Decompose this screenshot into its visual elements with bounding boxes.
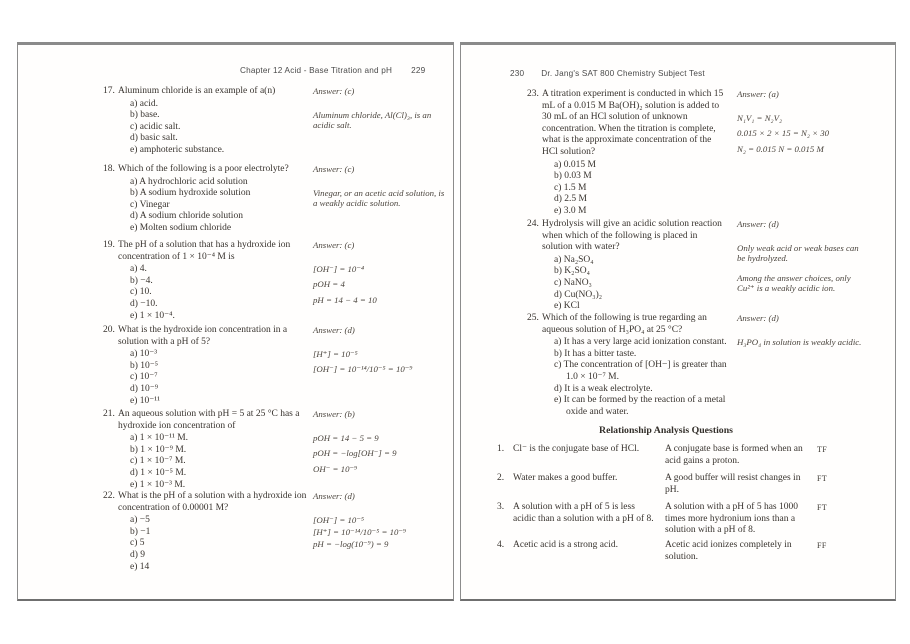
- question-number: 25.: [527, 313, 539, 323]
- question-body: [527, 219, 727, 313]
- question-text: A titration experiment is conducted in which 15 mL of a 0.015 M Ba(OH)₂ solution is added to 30 mL of an HCl solution of unknown concentration. When the titration is complete, what is the approximate concentration of the HCl solution?: [542, 89, 724, 157]
- question-22: [103, 491, 446, 573]
- question-17: [103, 86, 446, 157]
- option-c: c) 10.: [130, 287, 152, 298]
- option-d: d) 10⁻⁹: [130, 383, 159, 394]
- option-b: b) 0.03 M: [554, 171, 592, 182]
- option-a: a) 10⁻³: [130, 349, 158, 360]
- question-25: [527, 313, 865, 418]
- question-19: [103, 240, 446, 322]
- option-e: e) 1 × 10⁻⁴.: [130, 310, 175, 321]
- option-a: a) 1 × 10⁻¹¹ M.: [130, 433, 189, 444]
- option-c: c) 1.5 M: [554, 182, 587, 193]
- page-number: 229: [411, 66, 426, 75]
- question-body: [103, 164, 310, 235]
- option-d: d) −10.: [130, 298, 158, 309]
- question-18: [103, 164, 446, 235]
- relationship-row-4: [497, 540, 839, 563]
- explanation-line: pH = −log(10⁻⁹) = 9: [313, 538, 389, 549]
- tf-answer: FT: [817, 474, 828, 483]
- explanation-line: [OH⁻] = 10⁻⁴: [313, 263, 365, 274]
- explanation-line: OH⁻ = 10⁻⁹: [313, 463, 358, 474]
- option-c: c) 5: [130, 538, 145, 549]
- options-list: [554, 160, 727, 218]
- running-head-left: [240, 66, 425, 75]
- option-a: a) 0.015 M: [554, 159, 596, 170]
- option-e: e) 10⁻¹¹: [130, 395, 160, 406]
- option-e: e) 14: [130, 561, 150, 572]
- page-left: [17, 42, 454, 601]
- question-20: [103, 325, 446, 407]
- answer-column: [313, 86, 446, 140]
- option-b: b) A sodium hydroxide solution: [130, 188, 251, 199]
- option-d: d) A sodium chloride solution: [130, 211, 243, 222]
- question-body: [527, 89, 727, 218]
- answer-column: [313, 409, 446, 479]
- explanation-line: [H⁺] = 10⁻⁵: [313, 348, 358, 359]
- option-a: a) acid.: [130, 98, 158, 109]
- question-number: 17.: [103, 86, 115, 96]
- answer-label: Answer: (d): [737, 219, 779, 229]
- question-number: 24.: [527, 219, 539, 229]
- question-number: 22.: [103, 491, 115, 501]
- question-text: What is the hydroxide ion concentration in a solution with a pH of 5?: [118, 325, 288, 347]
- option-d: d) 1 × 10⁻⁵ M.: [130, 467, 187, 478]
- option-d: d) 2.5 M: [554, 194, 587, 205]
- statement-2: A good buffer will resist changes in pH.: [665, 473, 801, 495]
- answer-label: Answer: (d): [737, 313, 779, 323]
- answer-label: Answer: (b): [313, 409, 355, 419]
- option-b: b) −4.: [130, 275, 153, 286]
- page-right: [460, 42, 896, 601]
- explanation-line: H₃PO₄ in solution is weakly acidic.: [737, 336, 862, 347]
- page-number: 230: [510, 69, 525, 78]
- question-body: [527, 313, 727, 418]
- tf-answer: FT: [817, 503, 828, 512]
- question-body: [103, 325, 310, 407]
- explanation-line: N₁V₁ = N₂V₂: [737, 112, 783, 123]
- explanation-line: [OH⁻] = 10⁻⁵: [313, 514, 365, 525]
- option-a: a) A hydrochloric acid solution: [130, 176, 248, 187]
- options-list: [130, 99, 310, 157]
- question-number: 18.: [103, 164, 115, 174]
- option-d: d) Cu(NO₃)₂: [554, 289, 603, 300]
- question-body: [103, 409, 310, 491]
- options-list: [130, 433, 310, 491]
- statement-1: A solution with a pH of 5 is less acidic than a solution with a pH of 8.: [513, 502, 654, 524]
- answer-column: [313, 164, 446, 218]
- row-number: 3.: [497, 502, 505, 512]
- answer-column: [313, 240, 446, 310]
- option-b: b) 10⁻⁵: [130, 360, 159, 371]
- question-body: [103, 491, 310, 573]
- option-b: b) 1 × 10⁻⁹ M.: [130, 444, 187, 455]
- answer-label: Answer: (a): [737, 89, 779, 99]
- running-head-right: [510, 69, 705, 78]
- options-list: [554, 337, 727, 418]
- option-c: c) acidic salt.: [130, 121, 181, 132]
- option-b: b) base.: [130, 110, 160, 121]
- question-text: The pH of a solution that has a hydroxide ion concentration of 1 × 10⁻⁴ M is: [118, 240, 291, 262]
- row-number: 4.: [497, 540, 505, 550]
- options-list: [130, 177, 310, 235]
- statement-2: Acetic acid ionizes completely in solution.: [665, 540, 792, 562]
- question-text: Which of the following is true regarding an aqueous solution of H₃PO₄ at 25 °C?: [542, 313, 707, 335]
- book-title: Dr. Jang's SAT 800 Chemistry Subject Test: [541, 69, 705, 78]
- relationship-row-2: [497, 473, 839, 496]
- answer-column: [313, 325, 446, 380]
- chapter-title: Chapter 12 Acid - Base Titration and pH: [240, 66, 393, 75]
- relationship-row-1: [497, 444, 839, 467]
- explanation-line: Among the answer choices, only Cu²⁺ is a weakly acidic ion.: [737, 272, 851, 294]
- options-list: [130, 349, 310, 407]
- statement-1: Cl⁻ is the conjugate base of HCl.: [513, 444, 640, 454]
- option-b: b) K₂SO₄: [554, 266, 590, 277]
- options-list: [554, 255, 727, 313]
- option-e: e) 3.0 M: [554, 205, 587, 216]
- question-text: Which of the following is a poor electrolyte?: [118, 164, 289, 174]
- question-text: What is the pH of a solution with a hydroxide ion concentration of 0.00001 M?: [118, 491, 307, 513]
- row-number: 2.: [497, 473, 505, 483]
- option-d: d) basic salt.: [130, 133, 178, 144]
- question-text: Aluminum chloride is an example of a(n): [118, 86, 276, 96]
- question-number: 21.: [103, 409, 115, 419]
- answer-column: [313, 491, 446, 551]
- answer-column: [737, 89, 865, 159]
- option-a: a) Na₂SO₄: [554, 254, 594, 265]
- question-24: [527, 219, 865, 313]
- relationship-row-3: [497, 502, 839, 537]
- explanation-line: Vinegar, or an acetic acid solution, is a weakly acidic solution.: [313, 187, 445, 209]
- question-body: [103, 240, 310, 322]
- option-e: e) 1 × 10⁻³ M.: [130, 479, 186, 490]
- explanation-line: 0.015 × 2 × 15 = N₂ × 30: [737, 128, 830, 139]
- option-e: e) KCl: [554, 301, 580, 312]
- explanation-line: pOH = −log[OH⁻] = 9: [313, 448, 397, 459]
- answer-column: [737, 219, 865, 303]
- tf-answer: TF: [817, 445, 828, 454]
- explanation-line: Only weak acid or weak bases can be hydrolyzed.: [737, 242, 859, 264]
- question-number: 23.: [527, 89, 539, 99]
- statement-2: A solution with a pH of 5 has 1000 times more hydronium ions than a solution with a pH of 8.: [665, 502, 798, 536]
- option-d: d) It is a weak electrolyte.: [554, 383, 653, 394]
- statement-1: Acetic acid is a strong acid.: [513, 540, 618, 550]
- option-b: b) It has a bitter taste.: [554, 348, 637, 359]
- answer-label: Answer: (c): [313, 240, 355, 250]
- explanation-line: N₂ = 0.015 N = 0.015 M: [737, 143, 824, 154]
- statement-1: Water makes a good buffer.: [513, 473, 618, 483]
- explanation-line: Aluminum chloride, Al(Cl)₃, is an acidic salt.: [313, 109, 432, 131]
- question-21: [103, 409, 446, 491]
- option-c: c) 1 × 10⁻⁷ M.: [130, 456, 186, 467]
- question-number: 19.: [103, 240, 115, 250]
- option-e: e) amphoteric substance.: [130, 144, 225, 155]
- options-list: [130, 515, 310, 573]
- tf-answer: FF: [817, 541, 827, 550]
- option-c: c) Vinegar: [130, 199, 170, 210]
- explanation-line: pH = 14 − 4 = 10: [313, 294, 377, 305]
- statement-2: A conjugate base is formed when an acid gains a proton.: [665, 444, 803, 466]
- explanation-line: [H⁺] = 10⁻¹⁴/10⁻⁵ = 10⁻⁹: [313, 526, 407, 537]
- option-c: c) 10⁻⁷: [130, 372, 158, 383]
- option-c: c) The concentration of [OH−] is greater than 1.0 × 10⁻⁷ M.: [554, 360, 727, 382]
- answer-label: Answer: (d): [313, 491, 355, 501]
- question-23: [527, 89, 865, 218]
- explanation-line: pOH = 14 − 5 = 9: [313, 432, 379, 443]
- question-text: Hydrolysis will give an acidic solution reaction when which of the following is placed in solution with water?: [542, 219, 722, 253]
- answer-label: Answer: (c): [313, 164, 355, 174]
- relationship-section-heading: Relationship Analysis Questions: [599, 425, 733, 436]
- question-body: [103, 86, 310, 157]
- option-e: e) Molten sodium chloride: [130, 222, 232, 233]
- option-a: a) 4.: [130, 264, 147, 275]
- answer-label: Answer: (c): [313, 86, 355, 96]
- options-list: [130, 264, 310, 322]
- explanation-line: [OH⁻] = 10⁻¹⁴/10⁻⁵ = 10⁻⁹: [313, 364, 413, 375]
- option-d: d) 9: [130, 549, 146, 560]
- question-text: An aqueous solution with pH = 5 at 25 °C has a hydroxide ion concentration of: [118, 409, 300, 431]
- option-a: a) −5: [130, 515, 150, 526]
- explanation-line: pOH = 4: [313, 279, 345, 290]
- answer-label: Answer: (d): [313, 325, 355, 335]
- option-c: c) NaNO₃: [554, 277, 592, 288]
- option-b: b) −1: [130, 526, 151, 537]
- row-number: 1.: [497, 444, 505, 454]
- option-e: e) It can be formed by the reaction of a metal oxide and water.: [554, 395, 726, 417]
- answer-column: [737, 313, 865, 356]
- question-number: 20.: [103, 325, 115, 335]
- option-a: a) It has a very large acid ionization constant.: [554, 337, 727, 348]
